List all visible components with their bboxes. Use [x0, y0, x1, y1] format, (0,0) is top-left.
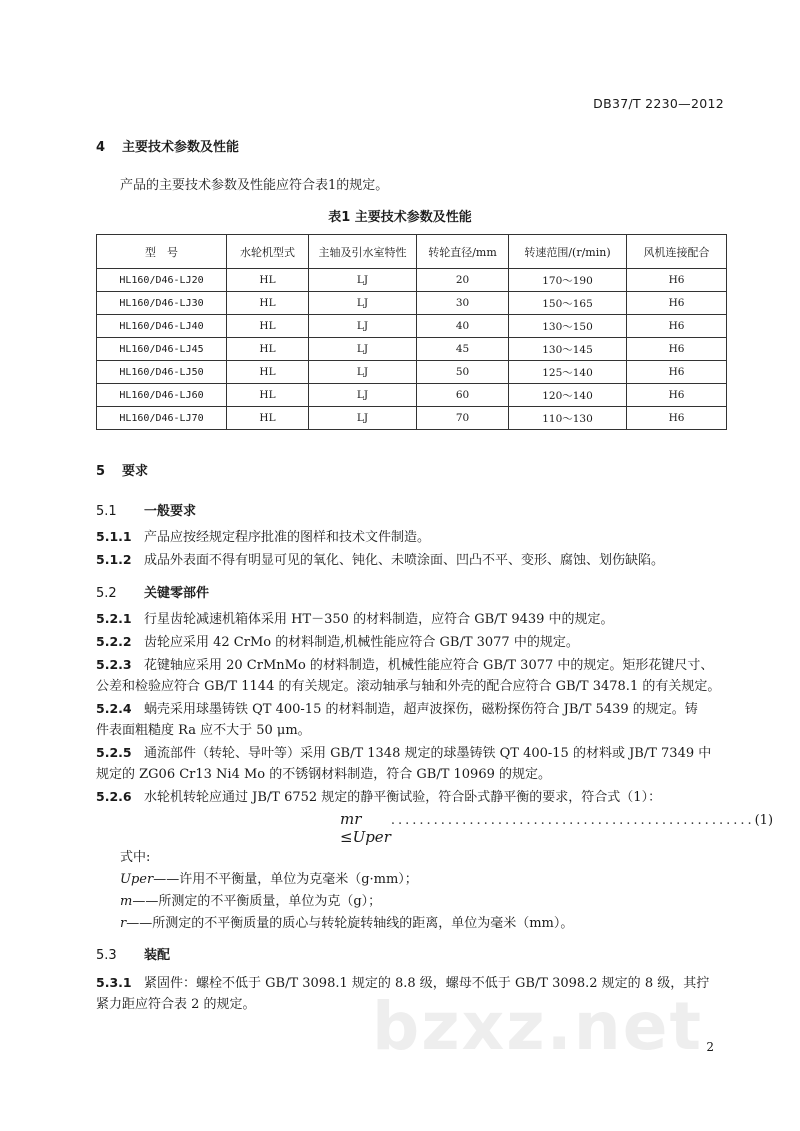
cell-diameter: 40 — [417, 315, 509, 338]
clause-text-line: 规定的 ZG06 Cr13 Ni4 Mo 的不锈钢材料制造，符合 GB/T 10969 的规定。 — [96, 767, 552, 782]
clause-5-2-3 — [96, 654, 736, 697]
clause-5-1-1 — [96, 526, 736, 548]
cell-shaft: LJ — [309, 315, 417, 338]
cell-speed: 130～150 — [509, 315, 627, 338]
variable-definition — [120, 912, 573, 931]
cell-model: HL160/D46-LJ20 — [97, 269, 227, 292]
clause-number: 5.1.2 — [96, 552, 132, 567]
section-title: 主要技术参数及性能 — [122, 140, 240, 155]
cell-fit: H6 — [627, 361, 727, 384]
variable-description: ——所测定的不平衡质量的质心与转轮旋转轴线的距离，单位为毫米（mm）。 — [126, 916, 574, 931]
column-header: 水轮机型式 — [227, 235, 309, 269]
cell-fit: H6 — [627, 384, 727, 407]
table-row — [97, 269, 727, 292]
cell-shaft: LJ — [309, 361, 417, 384]
clause-text-line: 件表面粗糙度 Ra 应不大于 50 μm。 — [96, 723, 311, 738]
clause-text: 齿轮应采用 42 CrMo 的材料制造,机械性能应符合 GB/T 3077 中的规定。 — [144, 635, 579, 650]
cell-diameter: 50 — [417, 361, 509, 384]
variable-description: ——许用不平衡量，单位为克毫米（g·mm）； — [153, 872, 418, 887]
subsection-title: 一般要求 — [144, 504, 197, 519]
cell-diameter: 60 — [417, 384, 509, 407]
cell-fit: H6 — [627, 338, 727, 361]
column-header: 主轴及引水室特性 — [309, 235, 417, 269]
table-1 — [96, 234, 727, 430]
clause-number: 5.2.1 — [96, 611, 132, 626]
clause-text-line: 紧力距应符合表 2 的规定。 — [96, 997, 256, 1012]
table-header-row — [97, 235, 727, 269]
subsection-number: 5.1 — [96, 504, 117, 519]
clause-number: 5.3.1 — [96, 975, 132, 990]
cell-model: HL160/D46-LJ30 — [97, 292, 227, 315]
clause-5-2-6 — [96, 786, 736, 808]
clause-text: 行星齿轮减速机箱体采用 HT－350 的材料制造，应符合 GB/T 9439 中的规定。 — [144, 612, 614, 627]
cell-shaft: LJ — [309, 338, 417, 361]
cell-speed: 150～165 — [509, 292, 627, 315]
section-title: 要求 — [122, 464, 149, 479]
clause-text: 水轮机转轮应通过 JB/T 6752 规定的静平衡试验，符合卧式静平衡的要求，符合式（1）： — [144, 790, 662, 805]
variable-symbol: Uper — [120, 872, 154, 887]
clause-text: 产品应按经规定程序批准的图样和技术文件制造。 — [144, 530, 431, 545]
clause-text-line: 花键轴应采用 20 CrMnMo 的材料制造，机械性能应符合 GB/T 3077 中的规定。矩形花键尺寸、 — [144, 658, 714, 673]
variable-description: ——所测定的不平衡质量，单位为克（g）； — [132, 894, 382, 909]
watermark: bzxz.net — [372, 988, 704, 1065]
section-number: 4 — [96, 140, 106, 155]
cell-speed: 110～130 — [509, 407, 627, 430]
cell-model: HL160/D46-LJ40 — [97, 315, 227, 338]
subsection-5-1-heading — [96, 500, 196, 519]
clause-number: 5.2.6 — [96, 789, 132, 804]
clause-5-2-2 — [96, 631, 736, 653]
section-4-intro: 产品的主要技术参数及性能应符合表1的规定。 — [120, 178, 389, 193]
subsection-title: 装配 — [144, 948, 171, 963]
clause-number: 5.2.3 — [96, 657, 132, 672]
cell-fit: H6 — [627, 315, 727, 338]
cell-speed: 130～145 — [509, 338, 627, 361]
cell-type: HL — [227, 315, 309, 338]
clause-5-1-2 — [96, 549, 736, 571]
cell-type: HL — [227, 338, 309, 361]
cell-shaft: LJ — [309, 269, 417, 292]
cell-speed: 170～190 — [509, 269, 627, 292]
column-header: 转速范围/(r/min) — [509, 235, 627, 269]
clause-text-line: 公差和检验应符合 GB/T 1144 的有关规定。滚动轴承与轴和外壳的配合应符合 GB/T 3478.1 的有关规定。 — [96, 679, 721, 694]
cell-type: HL — [227, 292, 309, 315]
formula-leader-dots: ................................................... — [390, 813, 755, 828]
document-code: DB37/T 2230—2012 — [593, 96, 724, 111]
table-row — [97, 292, 727, 315]
cell-model: HL160/D46-LJ50 — [97, 361, 227, 384]
cell-fit: H6 — [627, 269, 727, 292]
table-row — [97, 407, 727, 430]
formula-number: (1) — [754, 813, 774, 828]
variable-symbol: m — [120, 894, 133, 909]
cell-type: HL — [227, 384, 309, 407]
cell-diameter: 30 — [417, 292, 509, 315]
formula-expression: mr ≤Uper — [340, 810, 391, 846]
column-header: 风机连接配合 — [627, 235, 727, 269]
subsection-title: 关键零部件 — [144, 586, 210, 601]
table-row — [97, 361, 727, 384]
clause-text: 成品外表面不得有明显可见的氧化、钝化、未喷涂面、凹凸不平、变形、腐蚀、划伤缺陷。 — [144, 553, 665, 568]
cell-model: HL160/D46-LJ60 — [97, 384, 227, 407]
column-header: 型 号 — [97, 235, 227, 269]
cell-diameter: 20 — [417, 269, 509, 292]
formula-1 — [340, 810, 774, 846]
cell-fit: H6 — [627, 292, 727, 315]
variable-definition — [120, 890, 381, 909]
clause-text-line: 通流部件（转轮、导叶等）采用 GB/T 1348 规定的球墨铸铁 QT 400-15 的材料或 JB/T 7349 中 — [144, 746, 712, 761]
subsection-number: 5.2 — [96, 586, 117, 601]
clause-number: 5.1.1 — [96, 529, 132, 544]
clause-number: 5.2.5 — [96, 745, 132, 760]
section-4-heading — [96, 136, 239, 155]
clause-text-line: 紧固件：螺栓不低于 GB/T 3098.1 规定的 8.8 级，螺母不低于 GB/T 3098.2 规定的 8 级，其拧 — [144, 976, 710, 991]
cell-shaft: LJ — [309, 384, 417, 407]
cell-type: HL — [227, 361, 309, 384]
cell-model: HL160/D46-LJ70 — [97, 407, 227, 430]
cell-type: HL — [227, 407, 309, 430]
subsection-5-3-heading — [96, 944, 170, 963]
cell-diameter: 45 — [417, 338, 509, 361]
subsection-number: 5.3 — [96, 948, 117, 963]
clause-number: 5.2.2 — [96, 634, 132, 649]
where-label: 式中: — [120, 850, 151, 865]
table-row — [97, 384, 727, 407]
clause-5-2-4 — [96, 698, 736, 741]
cell-diameter: 70 — [417, 407, 509, 430]
variable-symbol: r — [120, 916, 127, 931]
clause-text-line: 蜗壳采用球墨铸铁 QT 400-15 的材料制造，超声波探伤，磁粉探伤符合 JB/T 5439 的规定。铸 — [144, 702, 698, 717]
page-number: 2 — [706, 1040, 714, 1054]
clause-number: 5.2.4 — [96, 701, 132, 716]
clause-5-2-5 — [96, 742, 736, 785]
column-header: 转轮直径/mm — [417, 235, 509, 269]
cell-type: HL — [227, 269, 309, 292]
cell-speed: 125～140 — [509, 361, 627, 384]
subsection-5-2-heading — [96, 582, 209, 601]
table-row — [97, 315, 727, 338]
cell-fit: H6 — [627, 407, 727, 430]
cell-shaft: LJ — [309, 292, 417, 315]
variable-definition — [120, 868, 418, 887]
cell-shaft: LJ — [309, 407, 417, 430]
section-number: 5 — [96, 464, 106, 479]
clause-5-2-1 — [96, 608, 736, 630]
cell-speed: 120～140 — [509, 384, 627, 407]
cell-model: HL160/D46-LJ45 — [97, 338, 227, 361]
table-1-title: 表1 主要技术参数及性能 — [328, 210, 472, 225]
section-5-heading — [96, 460, 148, 479]
table-row — [97, 338, 727, 361]
